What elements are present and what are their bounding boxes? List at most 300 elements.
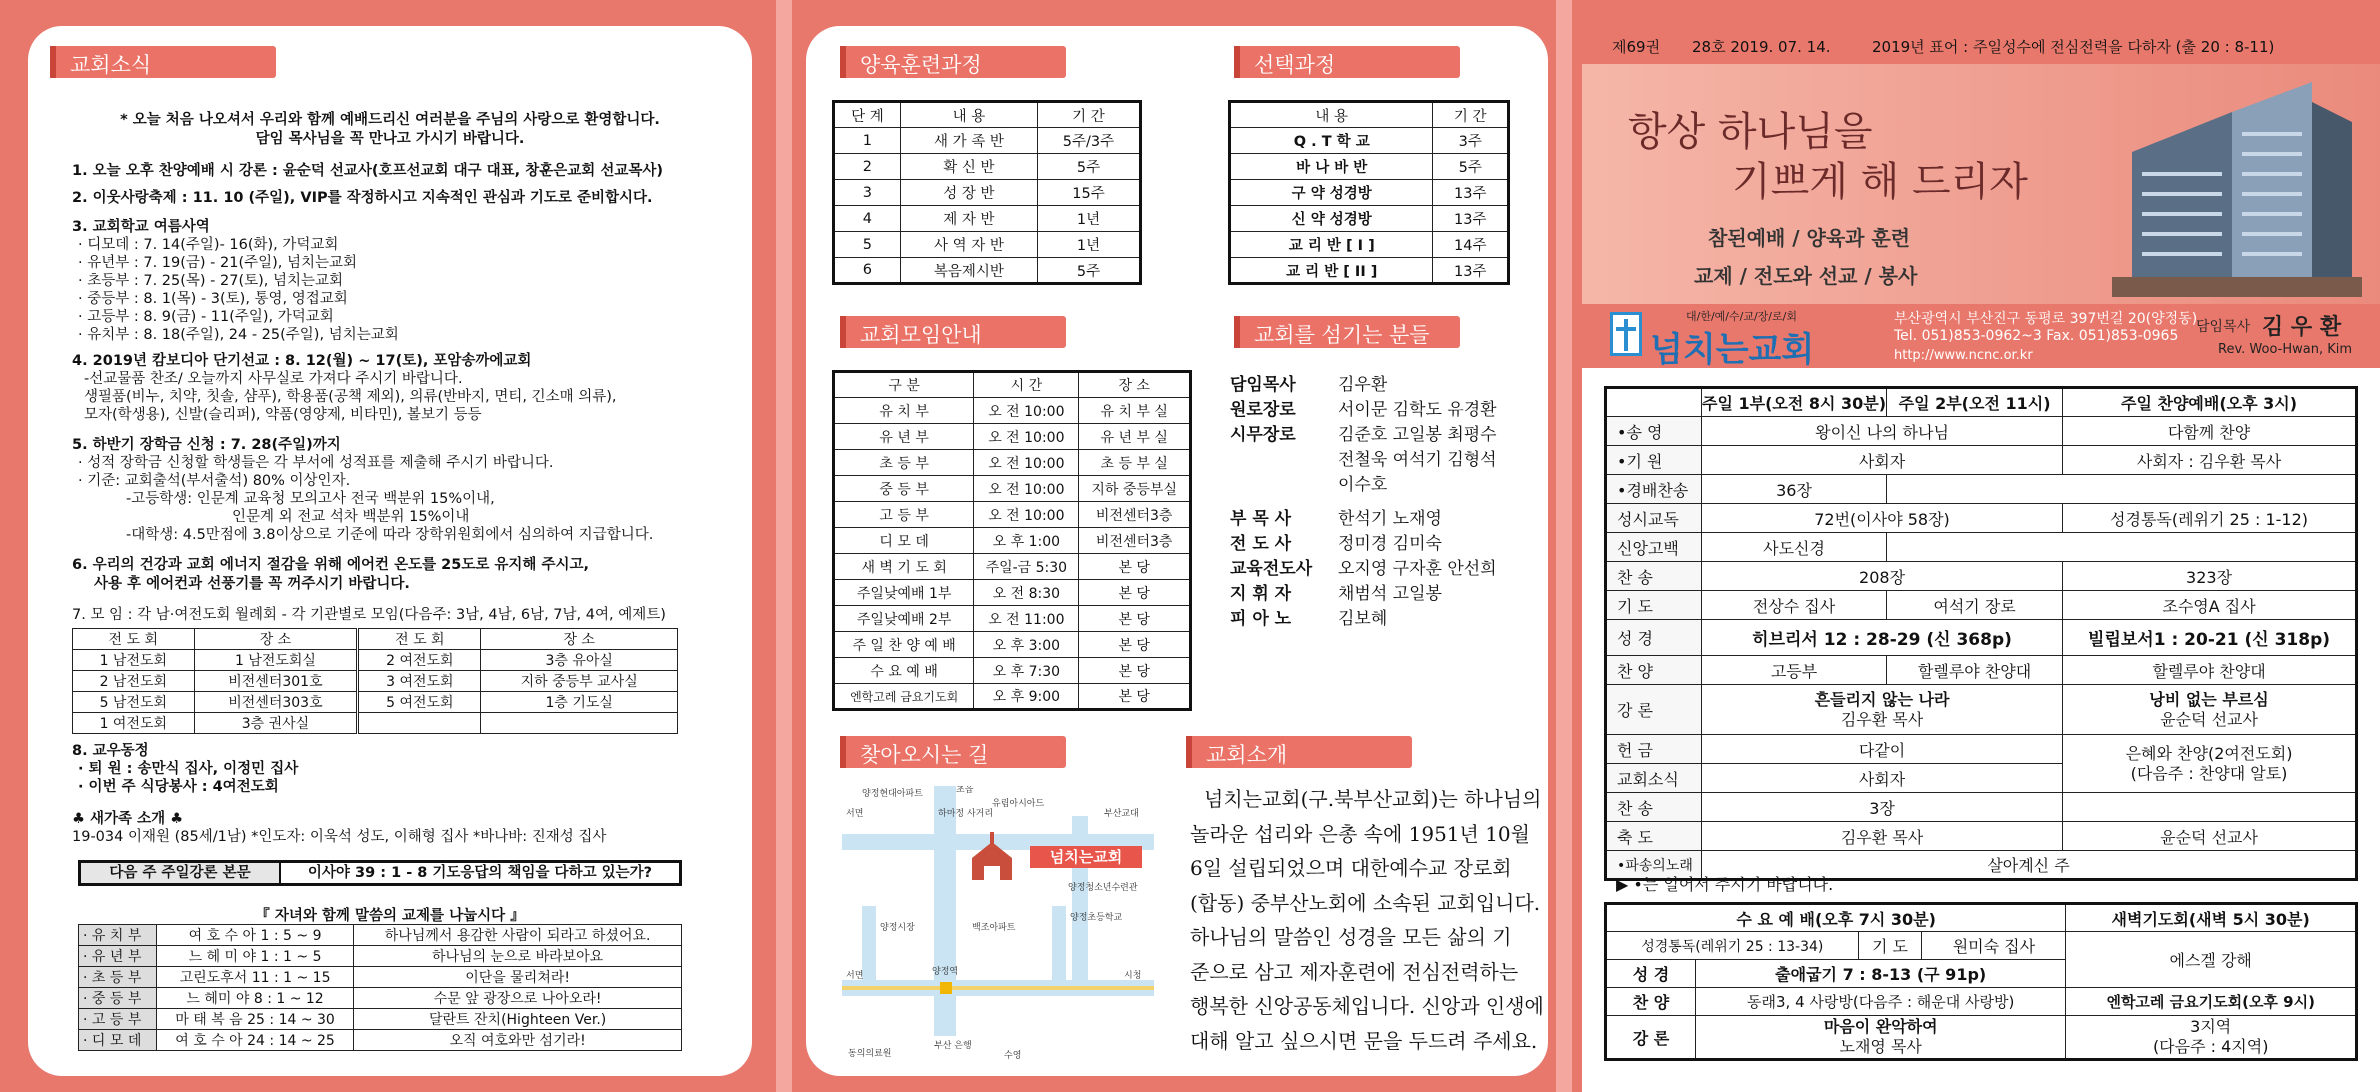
cell: 13주 xyxy=(1433,206,1509,232)
news-item-6: 6. 우리의 건강과 교회 에너지 절감을 위해 에어컨 온도를 25도로 유지해 주시고, xyxy=(72,557,590,573)
cell: 교 리 반 [ II ] xyxy=(1230,258,1433,284)
map-label: 하마정 사거리 xyxy=(938,809,994,819)
row-label: 기 도 xyxy=(1606,591,1702,620)
cell: 5주/3주 xyxy=(1037,128,1140,154)
news-line: 생필품(비누, 치약, 칫솔, 샴푸), 학용품(공책 제외), 의류(반바지, 면티, 긴소매 의류), xyxy=(84,389,617,405)
cell: 초 등 부 xyxy=(834,450,974,476)
contact: Tel. 051)853-0962~3 Fax. 051)853-0965 xyxy=(1894,328,2179,344)
th-cell: 전 도 회 xyxy=(358,629,481,650)
role: 피 아 노 xyxy=(1230,609,1292,629)
cell: 13주 xyxy=(1433,180,1509,206)
cell: · 고 등 부 xyxy=(79,1009,157,1030)
map-label: 양정청소년수련관 xyxy=(1068,883,1138,893)
news-item-7: 7. 모 임 : 각 남·여전도회 월례회 - 각 기관별로 모임(다음주: 3남, 4남, 6남, 7남, 4여, 예제트) xyxy=(72,607,666,623)
address: 부산광역시 부산진구 동평로 397번길 20(양정동) xyxy=(1894,311,2198,327)
intro-line: 놀라운 섭리와 은총 속에 1951년 10월 xyxy=(1190,821,1530,846)
wed-sermon-title: 마음이 완악하여 xyxy=(1823,1017,1938,1036)
cell: 2 남전도회 xyxy=(73,671,195,692)
news-line: -대학생: 4.5만점에 3.8이상으로 기준에 따라 장학위원회에서 심의하여 지급합니다. xyxy=(126,527,654,543)
cell: 디 모 데 xyxy=(834,528,974,554)
cell: 13주 xyxy=(1433,258,1509,284)
th-cell: 장 소 xyxy=(194,629,358,650)
cell: 지하 중등부실 xyxy=(1079,476,1191,502)
cell: 1년 xyxy=(1037,206,1140,232)
intro-line: 하나님의 말씀인 성경을 모든 삶의 기 xyxy=(1190,925,1512,949)
cell: 주 일 찬 양 예 배 xyxy=(834,632,974,658)
news-line: · 유치부 : 8. 18(주일), 24 - 25(주일), 넘치는교회 xyxy=(78,327,399,343)
intro-line: 6일 설립되었으며 대한예수교 장로회 xyxy=(1190,856,1512,880)
directions-map xyxy=(842,786,1154,1066)
cell: 다함께 찬양 xyxy=(2063,417,2357,446)
weekday-table xyxy=(1604,902,2358,1061)
training-table xyxy=(832,100,1142,285)
cell: 복음제시반 xyxy=(900,258,1037,284)
cell: 4 xyxy=(834,206,901,232)
row-label: •기 원 xyxy=(1606,446,1702,475)
region-next: (다음주 : 4지역) xyxy=(2152,1037,2269,1056)
wed-sermon-speaker: 노재영 목사 xyxy=(1839,1037,1922,1056)
cell xyxy=(358,713,481,734)
row-label: •경배찬송 xyxy=(1606,475,1702,504)
cell: 36장 xyxy=(1702,475,1887,504)
cell: 오 전 8:30 xyxy=(974,580,1079,606)
next-sermon-text: 이사야 39 : 1 - 8 기도응답의 책임을 다하고 있는가? xyxy=(307,865,653,881)
servers-tag: 교회를 섬기는 분들 xyxy=(1234,316,1460,348)
th-cell: 주일 1부(오전 8시 30분) xyxy=(1702,388,1887,417)
news-line: · 고등부 : 8. 9(금) - 11(주일), 가덕교회 xyxy=(78,309,334,325)
meetings-place-table xyxy=(72,628,678,734)
cover-title-1: 항상 하나님을 xyxy=(1628,109,1873,155)
cell: 오 전 10:00 xyxy=(974,502,1079,528)
cell: 조수영A 집사 xyxy=(2063,591,2357,620)
cell: 오직 여호와만 섬기라! xyxy=(354,1030,682,1051)
station-icon xyxy=(940,982,952,994)
role: 원로장로 xyxy=(1230,400,1296,420)
cell: 여 호 수 아 24 : 14 ~ 25 xyxy=(156,1030,353,1051)
row-label: •송 영 xyxy=(1606,417,1702,446)
cell: 유 치 부 xyxy=(834,398,974,424)
next-sermon-label: 다음 주 주일강론 본문 xyxy=(81,863,281,883)
cell: 3 xyxy=(834,180,901,206)
cell: 유 년 부 실 xyxy=(1079,424,1191,450)
servers-list xyxy=(1230,370,1530,629)
row-label: 찬 양 xyxy=(1606,656,1702,685)
th-cell: 시 간 xyxy=(974,372,1079,398)
role: 교육전도사 xyxy=(1230,559,1313,579)
pastor-name: 김 우 환 xyxy=(2262,315,2342,340)
friday-prayer: 엔학고레 금요기도회(오후 9시) xyxy=(2066,988,2357,1016)
cell: 느 헤미 야 8 : 1 ~ 12 xyxy=(156,988,353,1009)
row-label: 성 경 xyxy=(1606,620,1702,656)
cell: 5주 xyxy=(1037,154,1140,180)
cover-sub-1: 참된예배 / 양육과 훈련 xyxy=(1708,226,1911,250)
intro-line: 준으로 삼고 제자훈련에 전심전력하는 xyxy=(1190,959,1519,984)
subway-line xyxy=(842,986,1154,990)
news-line: · 중등부 : 8. 1(목) - 3(토), 통영, 영접교회 xyxy=(78,291,348,307)
cell: 1 여전도회 xyxy=(73,713,195,734)
cell: 사도신경 xyxy=(1702,533,1887,562)
denomination: 대/한/예/수/교/장/로/회 xyxy=(1686,310,1797,323)
next-sermon-box xyxy=(78,860,682,886)
news-line: 모자(학생용), 신발(슬리퍼), 약품(영양제, 비타민), 볼보기 등등 xyxy=(84,407,482,423)
sermon-speaker: 윤순덕 선교사 xyxy=(2160,709,2258,729)
map-label: 양정현대아파트 xyxy=(862,789,923,799)
cell: 오 후 1:00 xyxy=(974,528,1079,554)
cell: 다같이 xyxy=(1702,735,2063,764)
cell: 바 나 바 반 xyxy=(1230,154,1433,180)
wed-praise: 동래3, 4 사랑방(다음주 : 해운대 사랑방) xyxy=(1696,988,2066,1016)
names: 한석기 노재영 xyxy=(1338,509,1442,529)
cell: 빌립보서1 : 20-21 (신 318p) xyxy=(2063,620,2357,656)
news-line: -선교물품 찬조/ 오늘까지 사무실로 가져다 주시기 바랍니다. xyxy=(84,371,463,387)
row-label: 강 론 xyxy=(1606,685,1702,735)
cell: 구 약 성경방 xyxy=(1230,180,1433,206)
cell: 본 당 xyxy=(1079,580,1191,606)
cell: 사회자 xyxy=(1702,764,2063,793)
cell: 5 여전도회 xyxy=(358,692,481,713)
role xyxy=(1230,470,1338,504)
cell: 14주 xyxy=(1433,232,1509,258)
cell: 5 남전도회 xyxy=(73,692,195,713)
cell: 수 요 예 배 xyxy=(834,658,974,684)
cell: 비전센터3층 xyxy=(1079,502,1191,528)
row-label: 헌 금 xyxy=(1606,735,1702,764)
news-item-5: 5. 하반기 장학금 신청 : 7. 28(주일)까지 xyxy=(72,437,341,453)
role: 담임목사 xyxy=(1230,375,1296,395)
role xyxy=(1230,445,1338,470)
cell: 3장 xyxy=(1702,793,2063,822)
map-label: 수영 xyxy=(1004,1051,1022,1061)
map-label: 유림아시아드 xyxy=(992,799,1045,809)
cell: 6 xyxy=(834,258,901,284)
row-label: 찬 송 xyxy=(1606,562,1702,591)
news-line: · 유년부 : 7. 19(금) - 21(주일), 넘치는교회 xyxy=(78,255,358,271)
cell: 느 헤 미 야 1 : 1 ~ 5 xyxy=(156,946,353,967)
cell: 비전센터301호 xyxy=(194,671,358,692)
th-cell: 내 용 xyxy=(1230,102,1433,128)
sermon-speaker: 김우환 목사 xyxy=(1840,709,1924,729)
cell: 유 치 부 실 xyxy=(1079,398,1191,424)
cell: 비전센터303호 xyxy=(194,692,358,713)
cell: 1 xyxy=(834,128,901,154)
cell: 오 전 10:00 xyxy=(974,424,1079,450)
wed-prayer: 원미숙 집사 xyxy=(1922,932,2066,960)
news-line: · 퇴 원 : 송만식 집사, 이정민 집사 xyxy=(78,761,299,777)
cell: · 중 등 부 xyxy=(79,988,157,1009)
map-tag: 찾아오시는 길 xyxy=(840,736,1066,768)
news-line: -고등학생: 인문계 교육청 모의고사 전국 백분위 15%이내, xyxy=(126,491,495,507)
meetings-table xyxy=(832,370,1192,711)
news-item-4: 4. 2019년 캄보디아 단기선교 : 8. 12(월) ~ 17(토), 포암송까에교회 xyxy=(72,353,532,369)
offering-group: 은혜와 찬양(2여전도회) xyxy=(2125,743,2293,763)
cell: 주일-금 5:30 xyxy=(974,554,1079,580)
names: 김우환 xyxy=(1338,375,1388,395)
meetings-tag: 교회모임안내 xyxy=(840,316,1066,348)
cell: 마 태 복 음 25 : 14 ~ 30 xyxy=(156,1009,353,1030)
road xyxy=(1052,906,1066,996)
church-logo-icon xyxy=(1610,312,1642,356)
cell: 확 신 반 xyxy=(900,154,1037,180)
cell: 성경통독(레위기 25 : 1-12) xyxy=(2063,504,2357,533)
map-label: 양정초등학교 xyxy=(1070,913,1123,923)
cell: 초 등 부 실 xyxy=(1079,450,1191,476)
map-church-label: 넘치는교회 xyxy=(1049,848,1123,866)
names: 김보혜 xyxy=(1338,609,1388,629)
worship-table xyxy=(1604,386,2358,881)
cell: 김우환 목사 xyxy=(1702,822,2063,851)
cell: 신 약 성경방 xyxy=(1230,206,1433,232)
th-cell: 구 분 xyxy=(834,372,974,398)
row-label: 찬 송 xyxy=(1606,793,1702,822)
map-label: 시청 xyxy=(1124,971,1142,981)
road xyxy=(1072,816,1088,986)
map-label: 서면 xyxy=(846,809,864,819)
intro-tag: 교회소개 xyxy=(1186,736,1412,768)
intro-text xyxy=(1190,782,1544,1058)
cell: 이단을 물리쳐라! xyxy=(354,967,682,988)
names: 채범석 고일봉 xyxy=(1338,584,1442,604)
th-cell: 주일 찬양예배(오후 3시) xyxy=(2063,388,2357,417)
role: 지 휘 자 xyxy=(1230,584,1292,604)
news-line: · 디모데 : 7. 14(주일)- 16(화), 가덕교회 xyxy=(78,237,339,253)
cell: 오 전 10:00 xyxy=(974,476,1079,502)
map-label: 초읍 xyxy=(956,786,974,795)
welcome-line: 담임 목사님을 꼭 만나고 가시기 바랍니다. xyxy=(255,131,525,147)
cell: 교 리 반 [ I ] xyxy=(1230,232,1433,258)
row-label: 기 도 xyxy=(1858,932,1922,960)
row-label: 교회소식 xyxy=(1606,764,1702,793)
wed-bible: 출애굽기 7 : 8-13 (구 91p) xyxy=(1696,960,2066,988)
dawn-head: 새벽기도회(새벽 5시 30분) xyxy=(2066,904,2357,932)
pastor-label: 담임목사 xyxy=(2196,319,2251,335)
map-label: 서면 xyxy=(846,971,864,981)
th-cell: 내 용 xyxy=(900,102,1037,128)
news-line: 인문계 외 전교 석차 백분위 15%이내 xyxy=(232,509,470,525)
cell: 5 xyxy=(834,232,901,258)
cell: · 디 모 데 xyxy=(79,1030,157,1051)
cell: 성 장 반 xyxy=(900,180,1037,206)
news-item-3: 3. 교회학교 여름사역 xyxy=(72,219,210,235)
intro-line: (합동) 중부산노회에 소속된 교회입니다. xyxy=(1190,890,1541,915)
cell: 1년 xyxy=(1037,232,1140,258)
cell: 1층 기도실 xyxy=(481,692,678,713)
cell: 2 xyxy=(834,154,901,180)
names: 이수호 xyxy=(1338,475,1388,495)
row-label: 성 경 xyxy=(1606,960,1696,988)
cell: 2 여전도회 xyxy=(358,650,481,671)
standing-note: ▶ •는 일어서 주시기 바랍니다. xyxy=(1616,875,1834,894)
cell: 오 후 3:00 xyxy=(974,632,1079,658)
news-item-1: 1. 오늘 오후 찬양예배 시 강론 : 윤순덕 선교사(호프선교회 대구 대표, 창훈은교회 선교목사) xyxy=(72,163,663,179)
cell: 오 전 10:00 xyxy=(974,398,1079,424)
role: 부 목 사 xyxy=(1230,509,1292,529)
row-label: 성시교독 xyxy=(1606,504,1702,533)
cell: 할렐루야 찬양대 xyxy=(2063,656,2357,685)
cell: · 유 치 부 xyxy=(79,925,157,946)
info-panel xyxy=(806,26,1548,1076)
th-cell: 주일 2부(오전 11시) xyxy=(1887,388,2063,417)
sermon-title: 낭비 없는 부르심 xyxy=(2149,689,2269,709)
cell: 3 여전도회 xyxy=(358,671,481,692)
cell: 유 년 부 xyxy=(834,424,974,450)
fold-stripe xyxy=(776,0,792,1092)
cell: 하나님의 눈으로 바라보아요 xyxy=(354,946,682,967)
row-label: 신앙고백 xyxy=(1606,533,1702,562)
cell: 달란트 잔치(Highteen Ver.) xyxy=(354,1009,682,1030)
elective-table xyxy=(1228,100,1510,285)
cell: 엔학고레 금요기도회 xyxy=(834,684,974,710)
cell: 사회자 : 김우환 목사 xyxy=(2063,446,2357,475)
news-item-8: 8. 교우동정 xyxy=(72,743,149,759)
offering-next: (다음주 : 찬양대 알토) xyxy=(2130,763,2288,783)
kids-title: 『 자녀와 함께 말씀의 교제를 나눕시다 』 xyxy=(255,908,525,924)
intro-line: 대해 알고 싶으시면 문을 두드려 주세요. xyxy=(1190,1028,1538,1053)
cell: 주일낮예배 2부 xyxy=(834,606,974,632)
road xyxy=(862,906,876,986)
news-tag: 교회소식 xyxy=(50,46,276,78)
news-line: · 이번 주 식당봉사 : 4여전도회 xyxy=(78,779,279,795)
cell: 본 당 xyxy=(1079,554,1191,580)
map-label: 양정역 xyxy=(932,967,959,977)
cell: 323장 xyxy=(2063,562,2357,591)
cell: 본 당 xyxy=(1079,632,1191,658)
intro-line: 행복한 신앙공동체입니다. 신앙과 인생에 xyxy=(1190,994,1544,1018)
cell: 오 전 11:00 xyxy=(974,606,1079,632)
cell: 72번(이사야 58장) xyxy=(1702,504,2063,533)
th-cell: 기 간 xyxy=(1037,102,1140,128)
fold-stripe xyxy=(1556,0,1572,1092)
cell: 15주 xyxy=(1037,180,1140,206)
names: 서이문 김학도 유경환 xyxy=(1338,400,1497,420)
role: 시무장로 xyxy=(1230,425,1296,445)
cell: 3층 유아실 xyxy=(481,650,678,671)
th-cell: 전 도 회 xyxy=(73,629,195,650)
cell: 사 역 자 반 xyxy=(900,232,1037,258)
news-line: · 초등부 : 7. 25(목) - 27(토), 넘치는교회 xyxy=(78,273,344,289)
cell: · 초 등 부 xyxy=(79,967,157,988)
cell: 제 자 반 xyxy=(900,206,1037,232)
cell: 지하 중등부 교사실 xyxy=(481,671,678,692)
names: 김준호 고일봉 최평수 xyxy=(1338,425,1497,445)
cell: 왕이신 나의 하나님 xyxy=(1702,417,2063,446)
names: 오지영 구자훈 안선희 xyxy=(1338,559,1497,579)
cell: 주일낮예배 1부 xyxy=(834,580,974,606)
cell: 고 등 부 xyxy=(834,502,974,528)
names: 전철욱 여석기 김형석 xyxy=(1338,450,1497,470)
cell: 고등부 xyxy=(1702,656,1887,685)
cell: 208장 xyxy=(1702,562,2063,591)
th-cell: 장 소 xyxy=(1079,372,1191,398)
cell: 본 당 xyxy=(1079,606,1191,632)
cell: 1 남전도회 xyxy=(73,650,195,671)
map-label: 부산 은행 xyxy=(934,1041,972,1051)
church-name: 넘치는교회 xyxy=(1650,330,1815,370)
training-tag: 양육훈련과정 xyxy=(840,46,1066,78)
cell: 윤순덕 선교사 xyxy=(2063,822,2357,851)
map-label: 동의의료원 xyxy=(848,1049,892,1059)
cell: 5주 xyxy=(1433,154,1509,180)
cell: · 유 년 부 xyxy=(79,946,157,967)
th-cell: 기 간 xyxy=(1433,102,1509,128)
wed-reading: 성경통독(레위기 25 : 13-34) xyxy=(1606,932,1859,960)
cell: 1 남전도회실 xyxy=(194,650,358,671)
sermon-title: 흔들리지 않는 나라 xyxy=(1814,689,1950,709)
map-label: 양정시장 xyxy=(880,923,915,933)
cover-panel xyxy=(1582,0,2380,1092)
church-building-image xyxy=(2112,72,2362,297)
elective-tag: 선택과정 xyxy=(1234,46,1460,78)
cell: Q . T 학 교 xyxy=(1230,128,1433,154)
road xyxy=(932,786,959,1036)
cell: 고린도후서 11 : 1 ~ 15 xyxy=(156,967,353,988)
role: 전 도 사 xyxy=(1230,534,1292,554)
cell: 중 등 부 xyxy=(834,476,974,502)
issue: 28호 2019. 07. 14. xyxy=(1692,38,1831,56)
cell: 3주 xyxy=(1433,128,1509,154)
cell: 살아계신 주 xyxy=(1702,851,2357,880)
names: 정미경 김미숙 xyxy=(1338,534,1442,554)
cell: 5주 xyxy=(1037,258,1140,284)
cell: 할렐루야 찬양대 xyxy=(1887,656,2063,685)
cell: 히브리서 12 : 28-29 (신 368p) xyxy=(1702,620,2063,656)
th-cell: 단 계 xyxy=(834,102,901,128)
row-label: 강 론 xyxy=(1606,1016,1696,1060)
cell: 오 전 10:00 xyxy=(974,450,1079,476)
row-label: •파송의노래 xyxy=(1606,851,1702,880)
welcome-line: * 오늘 처음 나오셔서 우리와 함께 예배드리신 여러분을 주님의 사랑으로 환영합니다. xyxy=(120,112,660,128)
cell: 전상수 집사 xyxy=(1702,591,1887,620)
cell: 여 호 수 아 1 : 5 ~ 9 xyxy=(156,925,353,946)
cell: 3층 권사실 xyxy=(194,713,358,734)
cell: 여석기 장로 xyxy=(1887,591,2063,620)
news-item-2: 2. 이웃사랑축제 : 11. 10 (주일), VIP를 작정하시고 지속적인 관심과 기도로 준비합시다. xyxy=(72,190,653,206)
region: 3지역 xyxy=(2190,1017,2232,1036)
cell: 본 당 xyxy=(1079,658,1191,684)
news-line: · 기준: 교회출석(부서출석) 80% 이상인자. xyxy=(78,473,351,489)
intro-line: 넘치는교회(구.북부산교회)는 하나님의 xyxy=(1204,787,1542,811)
cell: 오 후 9:00 xyxy=(974,684,1079,710)
cell: 새 가 족 반 xyxy=(900,128,1037,154)
pastor-english: Rev. Woo-Hwan, Kim xyxy=(2218,342,2353,357)
map-graphic xyxy=(842,786,1154,1066)
cell: 오 후 7:30 xyxy=(974,658,1079,684)
cell: 새 벽 기 도 회 xyxy=(834,554,974,580)
family-line: 19-034 이재원 (85세/1남) *인도자: 이욱석 성도, 이해형 집사 *바나바: 진재성 집사 xyxy=(72,829,607,845)
news-item-6b: 사용 후 에어컨과 선풍기를 꼭 꺼주시기 바랍니다. xyxy=(94,576,410,592)
cell xyxy=(481,713,678,734)
th-cell: 장 소 xyxy=(481,629,678,650)
website: http://www.ncnc.or.kr xyxy=(1894,348,2033,363)
family-title: ♣ 새가족 소개 ♣ xyxy=(72,811,184,827)
cell: 수문 앞 광장으로 나아오라! xyxy=(354,988,682,1009)
row-label: 찬 양 xyxy=(1606,988,1696,1016)
volume: 제69권 xyxy=(1612,38,1661,56)
news-line: · 성적 장학금 신청할 학생들은 각 부서에 성적표를 제출해 주시기 바랍니다. xyxy=(78,455,554,471)
cell: 비전센터3층 xyxy=(1079,528,1191,554)
news-panel xyxy=(28,26,752,1076)
cover-sub-2: 교제 / 전도와 선교 / 봉사 xyxy=(1694,264,1918,288)
cell: 사회자 xyxy=(1702,446,2063,475)
kids-table xyxy=(78,924,682,1051)
map-label: 부산교대 xyxy=(1104,809,1139,819)
cell: 하나님께서 용감한 사람이 되라고 하셨어요. xyxy=(354,925,682,946)
row-label: 축 도 xyxy=(1606,822,1702,851)
cover-title-2: 기쁘게 해 드리자 xyxy=(1732,159,2028,205)
cell: 본 당 xyxy=(1079,684,1191,710)
wed-head: 수 요 예 배(오후 7시 30분) xyxy=(1606,904,2066,932)
map-label: 백조아파트 xyxy=(972,923,1016,933)
motto: 2019년 표어 : 주일성수에 전심전력을 다하자 (출 20 : 8-11) xyxy=(1872,38,2275,56)
